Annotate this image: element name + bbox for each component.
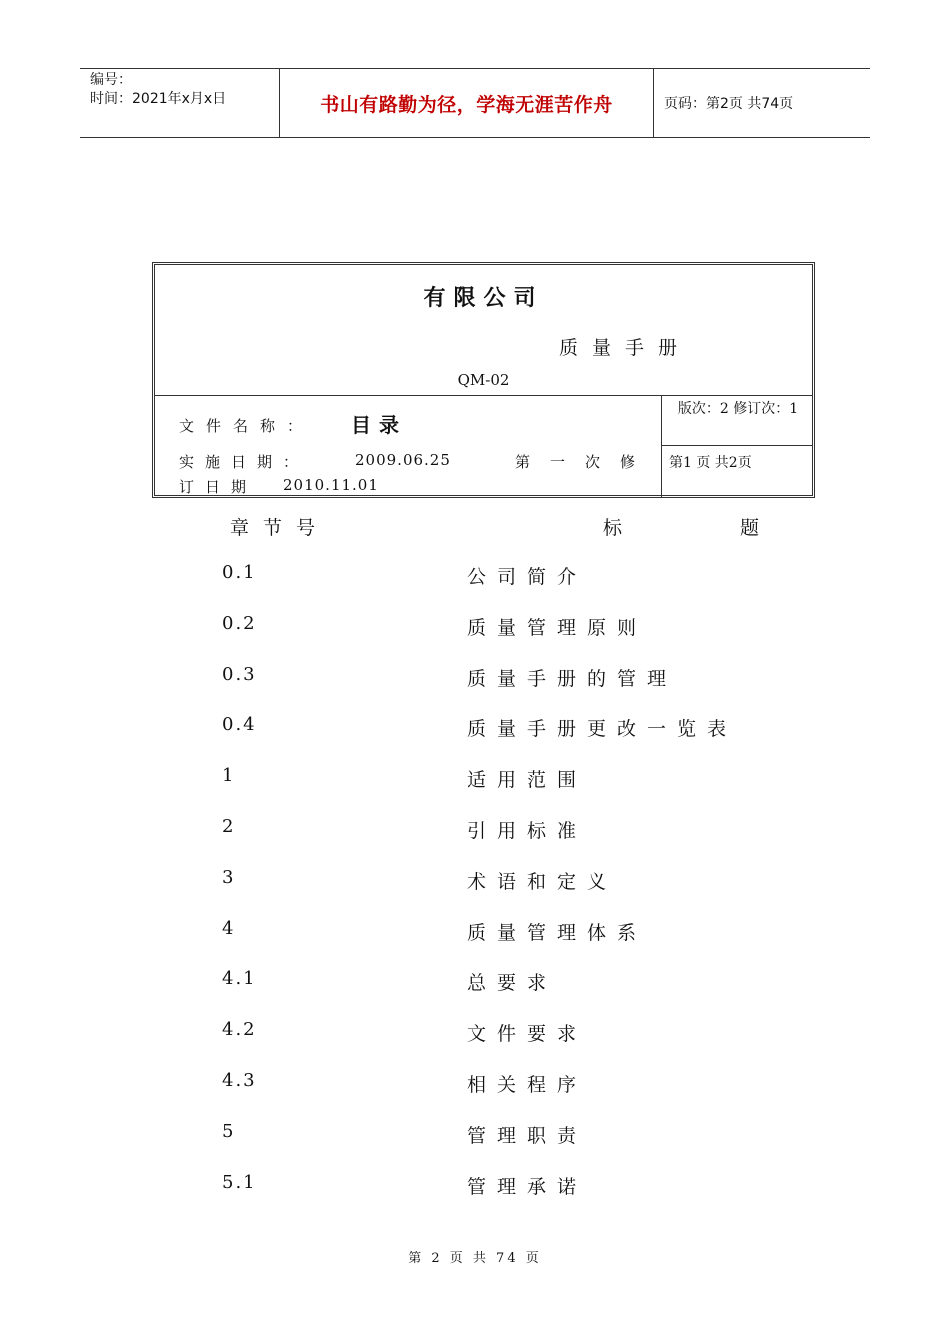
toc-chapter-number: 4.2	[222, 1019, 257, 1041]
box-divider-small	[661, 445, 812, 446]
toc-chapter-number: 1	[222, 765, 236, 787]
page-header	[80, 68, 870, 138]
toc-chapter-title: 质量管理原则	[467, 616, 648, 639]
toc-chapter-number: 4.1	[222, 968, 257, 990]
revision-date: 2010.11.01	[283, 476, 379, 494]
toc-chapter-title: 质量手册更改一览表	[467, 718, 738, 741]
toc-header-chapter: 章节号	[230, 517, 330, 539]
document-info-box	[152, 262, 815, 498]
toc-chapter-number: 2	[222, 815, 236, 837]
toc-chapter-title: 文件要求	[467, 1023, 588, 1046]
toc-row	[0, 968, 950, 1019]
toc-chapter-number: 0.4	[222, 714, 257, 736]
revision-date-label: 订日期	[179, 478, 258, 496]
document-code: QM-02	[457, 371, 510, 389]
toc-chapter-title: 管理承诺	[467, 1175, 588, 1198]
version-info: 版次：2 修订次：1	[677, 401, 799, 417]
toc-header-title-part2: 题	[740, 517, 760, 539]
header-motto: 书山有路勤为径，学海无涯苦作舟	[280, 69, 654, 137]
toc-row	[0, 1070, 950, 1121]
toc-header-title-part1: 标	[603, 517, 623, 539]
box-divider	[155, 395, 812, 396]
toc-chapter-title: 相关程序	[467, 1073, 588, 1096]
company-name: 有限公司	[423, 286, 544, 311]
manual-title: 质量手册	[559, 337, 692, 359]
toc-row	[0, 1019, 950, 1070]
filename-value: 目录	[351, 413, 407, 437]
toc-chapter-title: 总要求	[467, 972, 558, 995]
toc-chapter-title: 质量手册的管理	[467, 667, 678, 690]
toc-chapter-title: 公司简介	[467, 566, 588, 588]
toc-chapter-title: 适用范围	[467, 769, 588, 792]
toc-chapter-number: 5.1	[222, 1171, 257, 1193]
toc-row	[0, 867, 950, 918]
toc-chapter-number: 4	[222, 917, 236, 939]
filename-label: 文件名称：	[179, 417, 315, 435]
toc-chapter-number: 0.2	[222, 612, 257, 634]
toc-chapter-title: 管理职责	[467, 1124, 588, 1147]
revision-text: 第一次修	[515, 453, 656, 471]
toc-row	[0, 918, 950, 969]
toc-chapter-number: 5	[222, 1120, 236, 1142]
toc-row	[0, 714, 950, 765]
toc-row	[0, 1121, 950, 1172]
implementation-date-label: 实施日期：	[179, 453, 310, 471]
toc-row	[0, 1172, 950, 1223]
header-page-info: 页码：第2页 共74页	[664, 96, 794, 112]
time-label: 时间：2021年x月x日	[90, 91, 227, 107]
toc-chapter-number: 0.3	[222, 663, 257, 685]
toc-chapter-number: 3	[222, 866, 236, 888]
box-divider-vertical	[661, 395, 662, 498]
toc-chapter-title: 质量管理体系	[467, 921, 648, 944]
header-meta	[80, 69, 280, 137]
toc-list	[0, 562, 950, 1222]
toc-row	[0, 765, 950, 816]
toc-row	[0, 664, 950, 715]
toc-chapter-title: 术语和定义	[467, 870, 618, 893]
toc-row	[0, 562, 950, 613]
toc-chapter-number: 4.3	[222, 1069, 257, 1091]
box-page-info: 第1 页 共2页	[669, 455, 752, 471]
number-label: 编号：	[90, 72, 132, 88]
page-footer: 第 2 页 共 74 页	[408, 1251, 542, 1266]
toc-row	[0, 816, 950, 867]
toc-chapter-title: 引用标准	[467, 819, 588, 842]
toc-chapter-number: 0.1	[222, 562, 257, 583]
toc-row	[0, 613, 950, 664]
implementation-date: 2009.06.25	[355, 451, 451, 469]
